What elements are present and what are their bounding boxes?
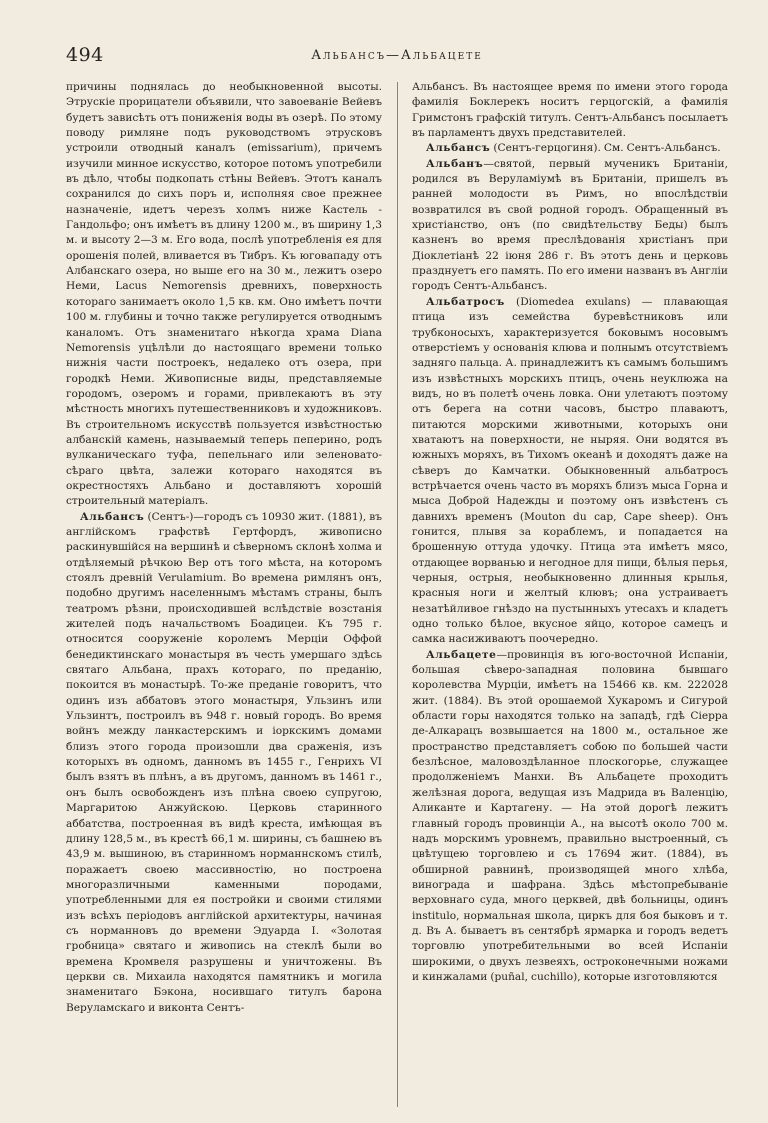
entry-text: (Сентъ-герцогиня). См. Сентъ-Альбансъ. [490,142,721,155]
right-column [412,80,728,1110]
running-head: Альбансъ—Альбацете [311,48,483,63]
entry [412,141,728,156]
left-column [66,80,382,1110]
entry-text: —святой, первый мученикъ Британіи, родился въ Веруламіумѣ въ Британіи, пришелъ въ ранней молодости въ Римъ, но впослѣдствіи возвратился въ свой родной городъ. Обращенный въ христіанство, онъ (по свидѣтельству Беды) былъ казненъ во время преслѣдованія христіанъ при Діоклетіанѣ 22 іюня 286 г. Въ этотъ день и церковь празднуетъ его память. По его имени названъ въ Англіи городъ Сентъ-Альбансъ. [412,157,728,293]
entry [412,157,728,295]
entry-headword: Альбансъ [80,510,145,523]
entry-text: (Diomedea exulans) — плавающая птица изъ семейства буревѣстниковъ или трубконосыхъ, характеризуется боковымъ носовымъ отверстіемъ у основанія клюва и полнымъ отсутствіемъ задняго пальца. А. принадлежитъ къ самымъ большимъ изъ извѣстныхъ морскихъ птицъ, очень неуклюжа на видъ, но въ полетѣ очень ловка. Они улетаютъ поэтому отъ берега на сотни часовъ, быстро плаваютъ, питаются морскими животными, которыхъ они хватаютъ на поверхности, не ныряя. Они водятся въ южныхъ моряхъ, въ Тихомъ океанѣ и доходятъ даже на сѣверъ до Камчатки. Обыкновенный альбатросъ встрѣчается очень часто въ моряхъ близъ мыса Горна и мыса Доброй Надежды и поэтому онъ извѣстенъ съ давнихъ временъ (Mouton du cap, Cape sheep). Онъ гонится, плывя за кораблемъ, и попадается на брошенную оттуда удочку. Птица эта имѣетъ мясо, отдающее ворванью и негодное для пищи, бѣлыя перья, черныя, острыя, необыкновенно длинныя крылья, красныя ноги и желтый клювъ; она устраиваетъ незатѣйливое гнѣздо на пустынныхъ утесахъ и кладетъ одно только бѣлое, вкусное яйцо, которое самецъ и самка насиживаютъ поочередно. [412,295,728,646]
entry [412,295,728,648]
entry [66,510,382,1016]
entry [412,648,728,986]
entry-headword: Альбацете [426,648,497,661]
entry-headword: Альбатросъ [426,295,505,308]
paragraph-text: Альбансъ. Въ настоящее время по имени этого города фамилія Боклерекъ носитъ герцогскій, а фамилія Гримстонъ графскій титулъ. Сентъ-Альбансъ посылаетъ въ парламентъ двухъ представителей. [412,81,728,140]
column-divider [397,82,398,1107]
paragraph-text: причины поднялась до необыкновенной высоты. Этрускіе прорицатели объявили, что завоеваніе Вейевъ будетъ зависѣть отъ пониженія воды въ озерѣ. По этому поводу римляне подъ руководствомъ этрусковъ устроили отводный каналъ (emissarium), причемъ изучили минное искусство, которое потомъ употребили въ дѣло, чтобы подкопать стѣны Вейевъ. Этотъ каналъ сохранился до сихъ поръ и, исполняя свое прежнее назначеніе, идетъ черезъ холмъ ниже Кастель - Гандольфо; онъ имѣетъ въ длину 1200 м., въ ширину 1,3 м. и высоту 2—3 м. Его вода, послѣ употребленія ея для орошенія полей, вливается въ Тибръ. Къ юговападу отъ Албанскаго озера, но выше его на 30 м., лежитъ озеро Неми, Lacus Nemorensis древнихъ, поверхность котораго занимаетъ около 1,5 кв. км. Оно имѣетъ почти 100 м. глубины и точно также регулируется отводнымъ каналомъ. Отъ знаменитаго нѣкогда храма Diana Nemorensis уцѣлѣли до настоящаго времени только нижнія части построекъ, недалеко отъ озера, при городкѣ Неми. Живописные виды, представляемые городомъ, озеромъ и горами, привлекаютъ въ эту мѣстность многихъ путешественниковъ и художниковъ. Въ строительномъ искусствѣ пользуется извѣстностью албанскій камень, называемый теперь пеперино, родъ вулканическаго туфа, пепельнаго или зеленовато-сѣраго цвѣта, залежи котораго находятся въ окрестностяхъ Альбано и доставляютъ хорошій строительный матеріалъ. [66,81,382,508]
paragraph [66,80,382,510]
page-header [66,44,728,72]
entry-text: —провинція въ юго-восточной Испаніи, большая сѣверо-западная половина бывшаго королевства Мурціи, имѣетъ на 15466 кв. км. 222028 жит. (1884). Въ этой орошаемой Хукаромъ и Сигурой области горы находятся только на западѣ, гдѣ Сіерра де-Алкарацъ возвышается на 1800 м., остальное же пространство представляетъ собою по большей части безлѣсное, маловоздѣланное плоскогорье, служащее продолженіемъ Манхи. Въ Альбацете проходитъ желѣзная дорога, ведущая изъ Мадрида въ Валенцію, Аликанте и Картагену. — На этой дорогѣ лежитъ главный городъ провинціи А., на высотѣ около 700 м. надъ морскимъ уровнемъ, правильно выстроенный, съ цвѣтущею торговлею и съ 17694 жит. (1884), въ обширной равнинѣ, производящей много хлѣба, винограда и шафрана. Здѣсь мѣстопребываніе верховнаго суда, много церквей, двѣ больницы, одинъ institulo, нормальная школа, циркъ для боя быковъ и т. д. Въ А. бываетъ въ сентябрѣ ярмарка и городъ ведетъ торговлю употребительными во всей Испаніи широкими, о двухъ лезвеяхъ, остроконечными ножами и кинжалами (puñal, cuchillo), которые изготовляются [412,648,728,983]
paragraph [412,80,728,141]
entry-text: (Сентъ-)—городъ съ 10930 жит. (1881), въ англійскомъ графствѣ Гертфордъ, живописно раскинувшійся на вершинѣ и сѣверномъ склонѣ холма и отдѣляемый рѣчкою Вер отъ того мѣста, на которомъ стоялъ древній Verulamium. Во времена римлянъ онъ, подобно другимъ населеннымъ мѣстамъ страны, былъ театромъ рѣзни, происходившей вслѣдствіе возстанія жителей подъ начальствомъ Боадицеи. Къ 795 г. относится сооруженіе королемъ Мерціи Оффой бенедиктинскаго монастыря въ честь умершаго здѣсь святаго Альбана, прахъ котораго, по преданію, покоится въ монастырѣ. То-же преданіе говоритъ, что одинъ изъ аббатовъ этого монастыря, Ульзинъ или Ульзинтъ, построилъ въ 948 г. новый городъ. Во время войнъ между ланкастерскимъ и іоркскимъ домами близъ этого города произошли два сраженія, изъ которыхъ въ одномъ, данномъ въ 1455 г., Генрихъ VI былъ взятъ въ плѣнъ, а въ другомъ, данномъ въ 1461 г., онъ былъ освобожденъ изъ плѣна своею супругою, Маргаритою Анжуйскою. Церковь старинного аббатства, построенная въ видѣ креста, имѣющая въ длину 128,5 м., въ крестѣ 66,1 м. ширины, съ башнею въ 43,9 м. вышиною, въ старинномъ норманнскомъ стилѣ, поражаетъ своею массивностію, но построена многоразличными каменными породами, употребленными для ея постройки и своими стилями изъ всѣхъ періодовъ англійской архитектуры, начиная съ норманновъ до времени Эдуарда I. «Золотая гробница» святаго и живопись на стеклѣ были во времена Кромвеля разрушены и уничтожены. Въ церкви св. Михаила находятся памятникъ и могила знаменитаго Бэкона, носившаго титулъ барона Веруламскаго и виконта Сентъ- [66,510,382,1014]
entry-headword: Альбанъ [426,157,484,170]
page-number: 494 [66,44,104,66]
entry-headword: Альбансъ [426,142,491,155]
